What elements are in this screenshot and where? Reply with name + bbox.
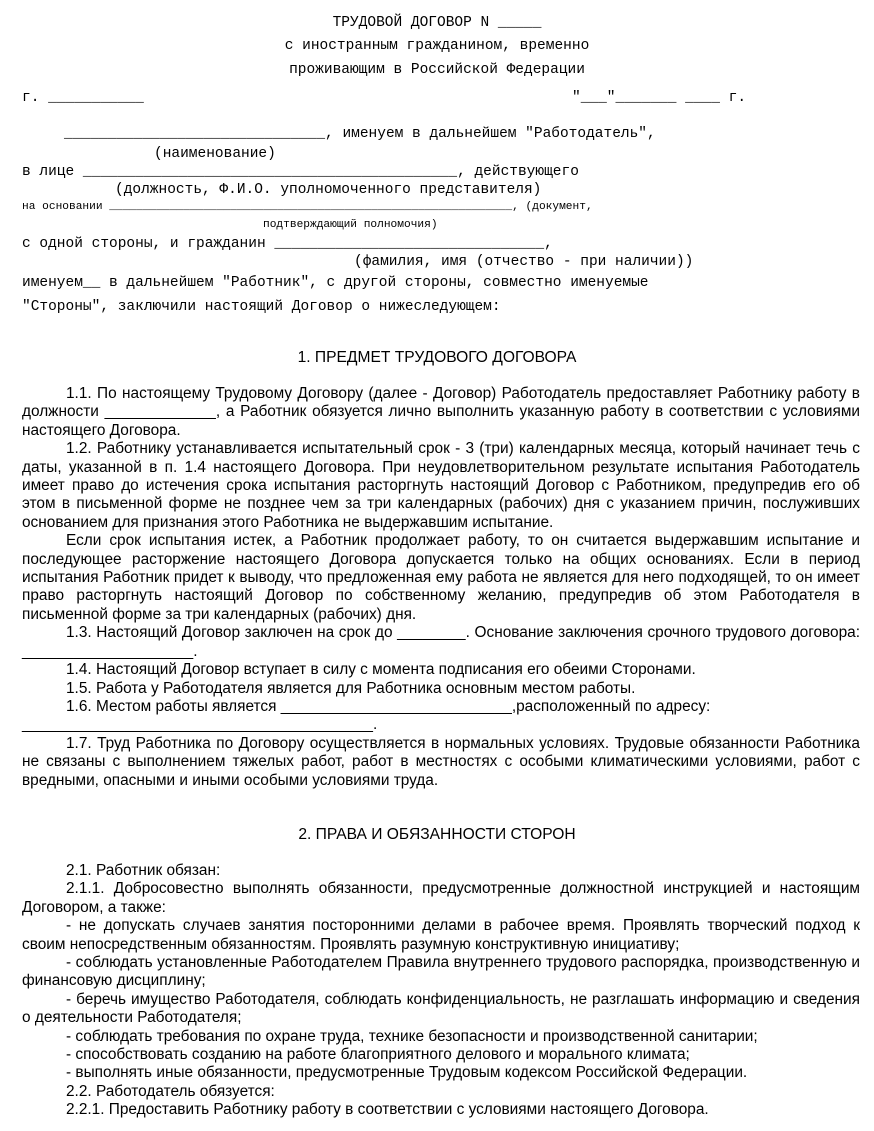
duty-item: - не допускать случаев занятия посторонними делами в рабочее время. Проявлять творческий подход к своим непосредственным обязанностям. Проявлять разумную конструктивную инициативу; bbox=[22, 917, 860, 953]
clause-2-1-1: 2.1.1. Добросовестно выполнять обязанности, предусмотренные должностной инструкцией и настоящим Договором, а также: bbox=[22, 880, 860, 916]
section-1-body bbox=[22, 385, 860, 790]
basis-caption: подтверждающий полномочия) bbox=[263, 219, 438, 231]
clause-1-6: 1.6. Местом работы является ___________________________,расположенный по адресу: bbox=[66, 697, 711, 715]
clause-2-1: 2.1. Работник обязан: bbox=[66, 862, 221, 879]
date-field: "___"_______ ____ г. bbox=[572, 90, 747, 106]
clause-1-7: 1.7. Труд Работника по Договору осуществляется в нормальных условиях. Трудовые обязанности Работника не связаны с выполнением тяжелых работ, работ в местностях с особыми климатическими условиями, работ с вредными, опасными и иными особыми условиями труда. bbox=[22, 734, 860, 789]
duty-item: - соблюдать установленные Работодателем Правила внутреннего трудового распорядка, производственную и финансовую дисциплину; bbox=[22, 954, 860, 990]
named-line-1: именуем__ в дальнейшем "Работник", с другой стороны, совместно именуемые bbox=[22, 275, 649, 291]
clause-1-6-address: _________________________________________. bbox=[22, 716, 378, 734]
representative-caption: (должность, Ф.И.О. уполномоченного представителя) bbox=[115, 182, 542, 198]
duty-item: - беречь имущество Работодателя, соблюдать конфиденциальность, не разглашать информацию и сведения о деятельности Работодателя; bbox=[22, 990, 860, 1027]
contract-subtitle-2: проживающим в Российской Федерации bbox=[289, 62, 585, 78]
duty-item: - выполнять иные обязанности, предусмотренные Трудовым кодексом Российской Федерации. bbox=[66, 1064, 748, 1082]
employer-line: ______________________________, именуем в дальнейшем "Работодатель", bbox=[64, 126, 656, 142]
basis-line: на основании ____________________________________________________________, (документ, bbox=[22, 201, 593, 213]
duty-item: - соблюдать требования по охране труда, технике безопасности и производственной санитарии; bbox=[66, 1027, 758, 1045]
duty-item: - способствовать созданию на работе благоприятного делового и морального климата; bbox=[66, 1046, 690, 1064]
employer-caption: (наименование) bbox=[154, 146, 276, 162]
contract-title: ТРУДОВОЙ ДОГОВОР N _____ bbox=[332, 15, 542, 31]
clause-2-2: 2.2. Работодатель обязуется: bbox=[66, 1082, 275, 1100]
city-field: г. ___________ bbox=[22, 90, 144, 106]
named-line-2: "Стороны", заключили настоящий Договор о нижеследующем: bbox=[22, 299, 501, 315]
representative-line: в лице ___________________________________________, действующего bbox=[22, 164, 579, 180]
section-2-heading: 2. ПРАВА И ОБЯЗАННОСТИ СТОРОН bbox=[298, 826, 576, 843]
clause-1-1: 1.1. По настоящему Трудовому Договору (далее - Договор) Работодатель предоставляет Работнику работу в должности _____________, а Работник обязуется лично выполнить указанную работу в соответствии с условиями настоящего Договора. bbox=[22, 385, 860, 439]
clause-1-4: 1.4. Настоящий Договор вступает в силу с момента подписания его обеими Сторонами. bbox=[66, 661, 696, 679]
clause-1-5: 1.5. Работа у Работодателя является для Работника основным местом работы. bbox=[66, 679, 636, 697]
citizen-line: с одной стороны, и гражданин _______________________________, bbox=[22, 236, 553, 252]
clause-1-3: 1.3. Настоящий Договор заключен на срок до ________. Основание заключения срочного трудового договора: ____________________. bbox=[22, 624, 860, 660]
clause-2-2-1: 2.2.1. Предоставить Работнику работу в соответствии с условиями настоящего Договора. bbox=[66, 1101, 709, 1119]
clause-1-2-continued: Если срок испытания истек, а Работник продолжает работу, то он считается выдержавшим испытание и последующее расторжение настоящего Договора допускается только на общих основаниях. Если в период испытания Работник придет к выводу, что предложенная ему работа не является для него подходящей, то он имеет право расторгнуть настоящий Договор по собственному желанию, предупредив об этом Работодателя в письменной форме за три календарных (рабочих) дня. bbox=[22, 532, 860, 623]
citizen-caption: (фамилия, имя (отчество - при наличии)) bbox=[354, 254, 694, 270]
section-1-heading: 1. ПРЕДМЕТ ТРУДОВОГО ДОГОВОРА bbox=[297, 349, 577, 366]
contract-subtitle-1: с иностранным гражданином, временно bbox=[284, 38, 590, 54]
section-2-body bbox=[22, 862, 860, 1120]
clause-1-2: 1.2. Работнику устанавливается испытательный срок - 3 (три) календарных месяца, который начинает течь с даты, указанной в п. 1.4 настоящего Договора. При неудовлетворительном результате испытания Работодатель имеет право до истечения срока испытания расторгнуть настоящий Договор с Работником, предупредив его об этом в письменной форме не позднее чем за три календарных (рабочих) дня с указанием причин, послуживших основанием для признания этого Работника не выдержавшим испытание. bbox=[22, 440, 860, 531]
